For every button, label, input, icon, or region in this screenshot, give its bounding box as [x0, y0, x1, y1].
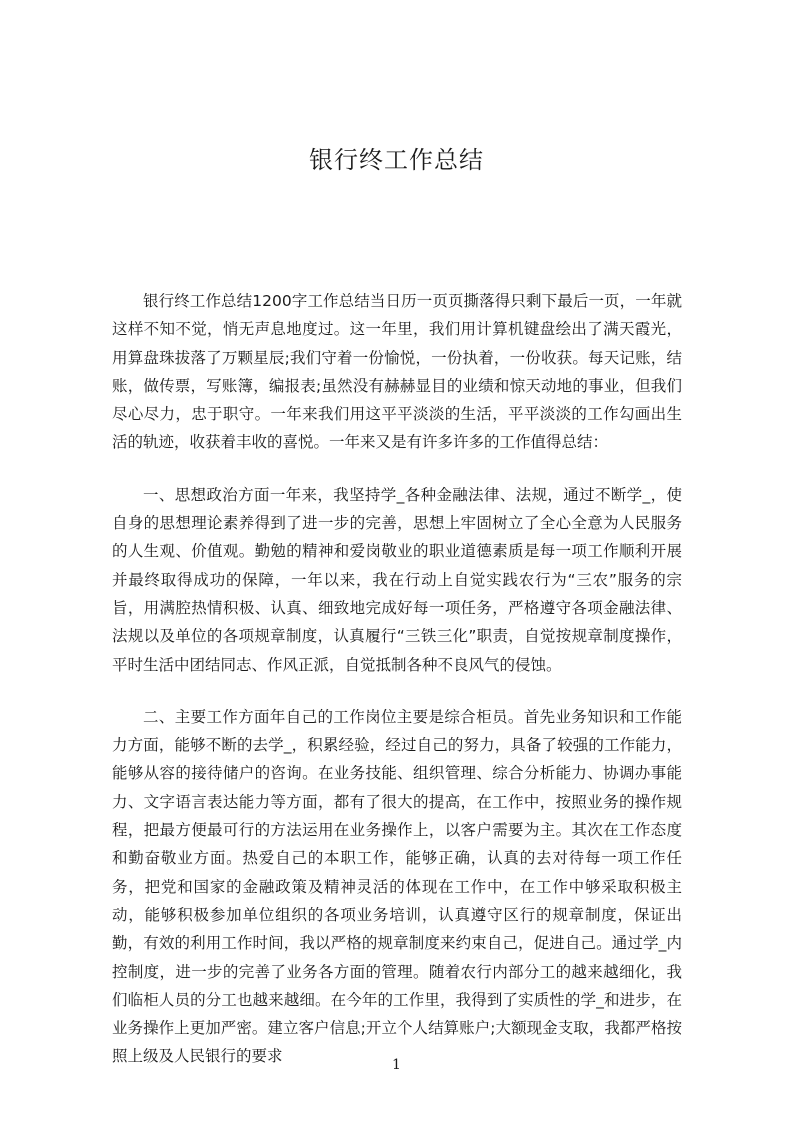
page-number: 1 [392, 1057, 401, 1073]
document-title: 银行终工作总结 [309, 146, 484, 174]
main-work-paragraph: 二、主要工作方面年自己的工作岗位主要是综合柜员。首先业务知识和工作能力方面，能够不断的去学_，积累经验，经过自己的努力，具备了较强的工作能力，能够从容的接待储户的咨询。在业务技能、组织管理、综合分析能力、协调办事能力、文字语言表达能力等方面，都有了很大的提高，在工作中，按照业务的操作规程，把最方便最可行的方法运用在业务操作上，以客户需要为主。其次在工作态度和勤奋敬业方面。热爱自己的本职工作，能够正确，认真的去对待每一项工作任务，把党和国家的金融政策及精神灵活的体现在工作中，在工作中够采取积极主动，能够积极参加单位组织的各项业务培训，认真遵守区行的规章制度，保证出勤，有效的利用工作时间，我以严格的规章制度来约束自己，促进自己。通过学_内控制度，进一步的完善了业务各方面的管理。随着农行内部分工的越来越细化，我们临柜人员的分工也越来越细。在今年的工作里，我得到了实质性的学_和进步，在业务操作上更加严密。建立客户信息;开立个人结算账户;大额现金支取，我都严格按照上级及人民银行的要求 [112, 707, 682, 1066]
intro-paragraph: 银行终工作总结1200字工作总结当日历一页页撕落得只剩下最后一页，一年就这样不知不觉，悄无声息地度过。这一年里，我们用计算机键盘绘出了满天霞光，用算盘珠拔落了万颗星辰;我们守着一份愉悦，一份执着，一份收获。每天记账，结账，做传票，写账簿，编报表;虽然没有赫赫显目的业绩和惊天动地的事业，但我们尽心尽力，忠于职守。一年来我们用这平平淡淡的生活，平平淡淡的工作勾画出生活的轨迹，收获着丰收的喜悦。一年来又是有许多许多的工作值得总结： [112, 292, 682, 452]
document-body [112, 287, 682, 1095]
political-thought-paragraph: 一、思想政治方面一年来，我坚持学_各种金融法律、法规，通过不断学_，使自身的思想理论素养得到了进一步的完善，思想上牢固树立了全心全意为人民服务的人生观、价值观。勤勉的精神和爱岗敬业的职业道德素质是每一项工作顺利开展并最终取得成功的保障，一年以来，我在行动上自觉实践农行为“三农”服务的宗旨，用满腔热情积极、认真、细致地完成好每一项任务，严格遵守各项金融法律、法规以及单位的各项规章制度，认真履行“三铁三化”职责，自觉按规章制度操作，平时生活中团结同志、作风正派，自觉抵制各种不良风气的侵蚀。 [112, 485, 682, 674]
